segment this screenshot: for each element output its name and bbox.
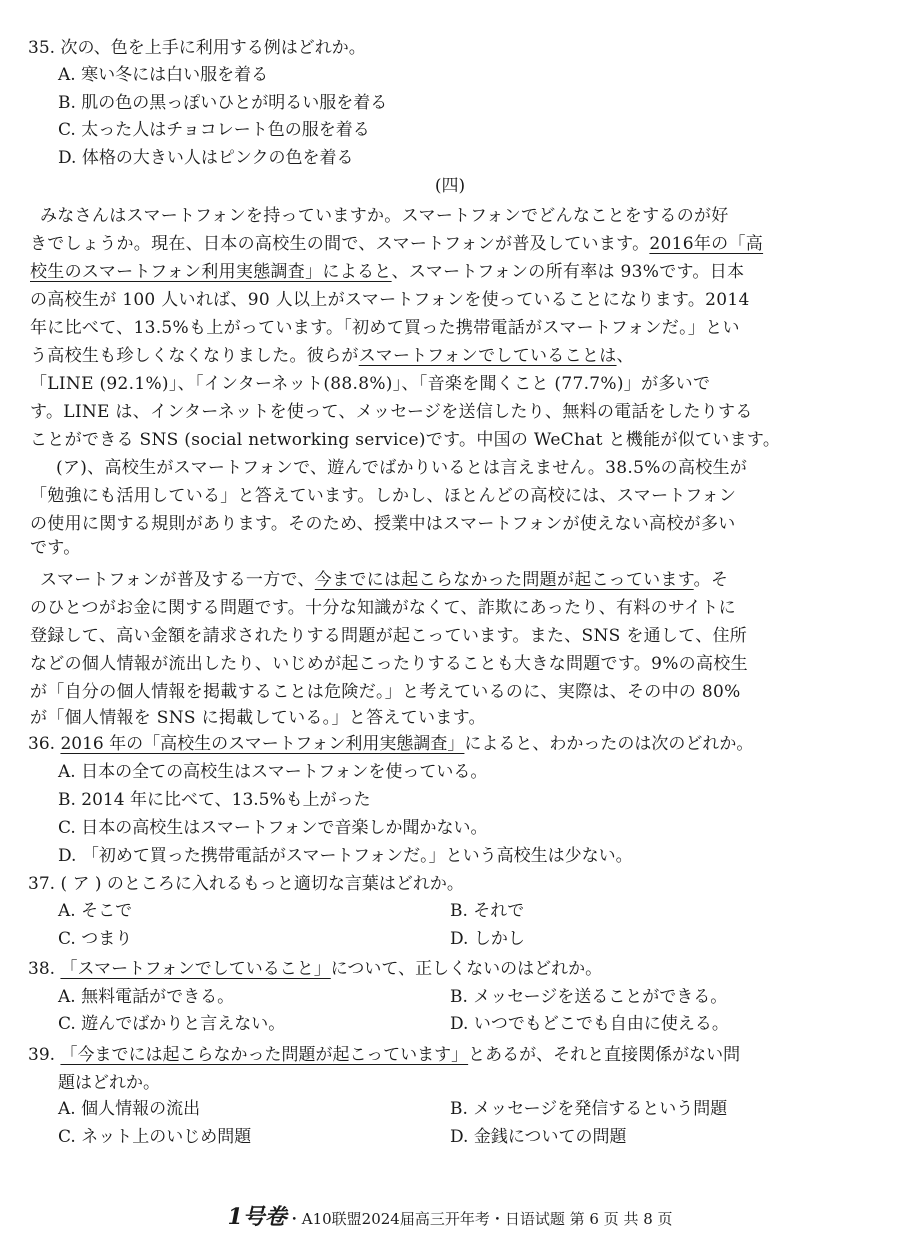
q38-option-c: C. 遊んでばかりと言えない。 xyxy=(58,1014,286,1034)
q38-option-b: B. メッセージを送ることができる。 xyxy=(450,987,728,1007)
question-text: によると、わかったのは次のどれか。 xyxy=(464,734,754,754)
q37-option-a: A. そこで xyxy=(58,901,133,921)
passage-line: 年に比べて、13.5%も上がっています。「初めて買った携帯電話がスマートフォンだ。」とい xyxy=(30,318,740,338)
question-37-stem: 37. ( ア ) のところに入れるもっと適切な言葉はどれか。 xyxy=(28,874,464,894)
passage-text: スマートフォンが普及する一方で、 xyxy=(40,570,315,590)
underlined-survey-title-part1: 2016年の「高 xyxy=(649,234,764,254)
question-number: 36. xyxy=(28,734,61,754)
passage-line xyxy=(40,566,728,594)
q39-option-b: B. メッセージを発信するという問題 xyxy=(450,1099,728,1119)
q36-option-d: D. 「初めて買った携帯電話がスマートフォンだ。」という高校生は少ない。 xyxy=(58,846,633,866)
question-36-stem xyxy=(28,730,753,758)
q36-option-c: C. 日本の高校生はスマートフォンで音楽しか聞かない。 xyxy=(58,818,488,838)
q38-option-a: A. 無料電話ができる。 xyxy=(58,987,235,1007)
passage-text: 、スマートフォンの所有率は 93%です。日本 xyxy=(391,262,745,282)
passage-text: 。そ xyxy=(693,570,729,590)
brand-logo: 1号卷 xyxy=(227,1204,287,1230)
passage-line: などの個人情報が流出したり、いじめが起こったりすることも大きな問題です。9%の高校生 xyxy=(30,654,748,674)
question-39-stem-continued: 題はどれか。 xyxy=(58,1073,160,1093)
question-text: とあるが、それと直接関係がない問 xyxy=(468,1045,741,1065)
q36-option-b: B. 2014 年に比べて、13.5%も上がった xyxy=(58,790,371,810)
question-number: 39. xyxy=(28,1045,61,1065)
q35-option-c: C. 太った人はチョコレート色の服を着る xyxy=(58,120,370,140)
passage-text: 、 xyxy=(616,346,634,366)
question-35-stem: 35. 次の、色を上手に利用する例はどれか。 xyxy=(28,38,366,58)
section-title: (四) xyxy=(434,176,466,196)
passage-line: 「LINE (92.1%)」、「インターネット(88.8%)」、「音楽を聞くこと (77.7%)」が多いで xyxy=(30,374,711,394)
underlined-new-problems: 今までには起こらなかった問題が起こっています xyxy=(314,570,694,590)
q39-option-d: D. 金銭についての問題 xyxy=(450,1127,627,1147)
question-39-stem xyxy=(28,1041,740,1069)
q38-option-d: D. いつでもどこでも自由に使える。 xyxy=(450,1014,729,1034)
passage-line: 登録して、高い金額を請求されたりする問題が起こっています。また、SNS を通して、住所 xyxy=(30,626,748,646)
underlined-smartphone-usage: スマートフォンでしていることは xyxy=(358,346,617,366)
underlined-new-problems: 「今までには起こらなかった問題が起こっています」 xyxy=(60,1045,469,1065)
passage-text: う高校生も珍しくなくなりました。彼らが xyxy=(30,346,359,366)
underlined-survey-title: 2016 年の「高校生のスマートフォン利用実態調査」 xyxy=(60,734,465,754)
q39-option-c: C. ネット上のいじめ問題 xyxy=(58,1127,252,1147)
passage-line: が「自分の個人情報を掲載することは危険だ。」と考えているのに、実際は、その中の 80% xyxy=(30,682,741,702)
page-footer xyxy=(0,1205,900,1231)
passage-line: です。 xyxy=(30,538,81,558)
passage-line: みなさんはスマートフォンを持っていますか。スマートフォンでどんなことをするのが好 xyxy=(40,206,729,226)
footer-text: ・A10联盟2024届高三开年考・日语试题 第 6 页 共 8 页 xyxy=(286,1210,673,1228)
passage-line: 「勉強にも活用している」と答えています。しかし、ほとんどの高校には、スマートフォン xyxy=(30,486,737,506)
passage-line: の高校生が 100 人いれば、90 人以上がスマートフォンを使っていることになります。2014 xyxy=(30,290,750,310)
underlined-survey-title-part2: 校生のスマートフォン利用実態調査」によると xyxy=(30,262,392,282)
q35-option-d: D. 体格の大きい人はピンクの色を着る xyxy=(58,148,354,168)
q35-option-b: B. 肌の色の黒っぽいひとが明るい服を着る xyxy=(58,93,388,113)
q37-option-c: C. つまり xyxy=(58,929,133,949)
passage-line xyxy=(30,258,744,286)
passage-line: の使用に関する規則があります。そのため、授業中はスマートフォンが使えない高校が多い xyxy=(30,514,736,534)
passage-line: す。LINE は、インターネットを使って、メッセージを送信したり、無料の電話をしたりする xyxy=(30,402,753,422)
question-38-stem xyxy=(28,955,602,983)
passage-line: が「個人情報を SNS に掲載している。」と答えています。 xyxy=(30,708,486,728)
q36-option-a: A. 日本の全ての高校生はスマートフォンを使っている。 xyxy=(58,762,488,782)
question-number: 38. xyxy=(28,959,61,979)
q37-option-d: D. しかし xyxy=(450,929,525,949)
q35-option-a: A. 寒い冬には白い服を着る xyxy=(58,65,269,85)
passage-line: (ア)、高校生がスマートフォンで、遊んでばかりいるとは言えません。38.5%の高校生が xyxy=(56,458,748,478)
q37-option-b: B. それで xyxy=(450,901,525,921)
passage-text: きでしょうか。現在、日本の高校生の間で、スマートフォンが普及しています。 xyxy=(30,234,650,254)
passage-line: のひとつがお金に関する問題です。十分な知識がなくて、詐欺にあったり、有料のサイトに xyxy=(30,598,736,618)
passage-line xyxy=(30,342,634,370)
passage-line xyxy=(30,230,763,258)
underlined-smartphone-usage: 「スマートフォンでしていること」 xyxy=(60,959,331,979)
q39-option-a: A. 個人情報の流出 xyxy=(58,1099,201,1119)
question-text: について、正しくないのはどれか。 xyxy=(330,959,603,979)
passage-line: ことができる SNS (social networking service)です。中国の WeChat と機能が似ています。 xyxy=(30,430,781,450)
